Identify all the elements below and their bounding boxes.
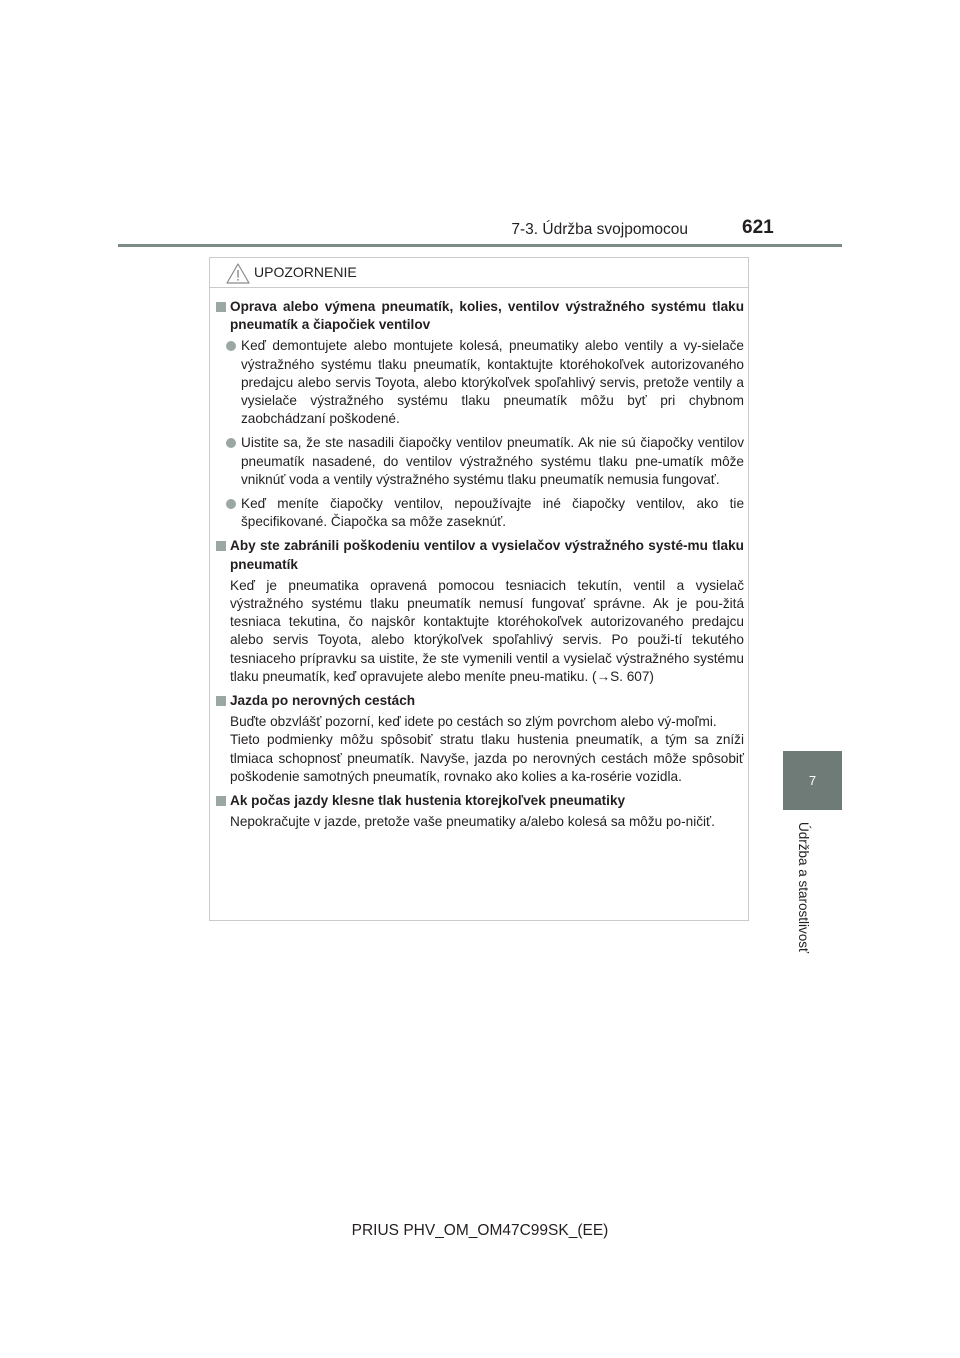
chapter-number: 7 [808,773,817,788]
warning-section [216,298,744,531]
document-code: PRIUS PHV_OM_OM47C99SK_(EE) [351,1222,609,1239]
header-divider [118,244,842,247]
warning-header [210,258,748,288]
page-number: 621 [742,217,774,238]
warning-title: UPOZORNENIE [254,264,357,280]
square-bullet-icon [216,696,226,706]
section-heading: Jazda po nerovných cestách [216,692,744,710]
section-heading: Aby ste zabránili poškodeniu ventilov a vysielačov výstražného systé-mu tlaku pneumatík [216,537,744,573]
list-item: Keď demontujete alebo montujete kolesá, pneumatiky alebo ventily a vy-sielače výstražného systému tlaku pneumatík, kontaktujte ktoréhokoľvek autorizovaného predajcu alebo servis Toyota, alebo ktorýkoľvek spoľahlivý servis, pretože ventily a vysielače výstražného systému tlaku pneumatík môžu byť pri chybnom zaobchádzaní poškodené. [216,337,744,428]
square-bullet-icon [216,302,226,312]
section-title: 7-3. Údržba svojpomocou [511,221,688,238]
section-paragraph: Nepokračujte v jazde, pretože vaše pneumatiky a/alebo kolesá sa môžu po-ničiť. [230,814,715,830]
round-bullet-icon [226,438,236,448]
section-paragraph: Keď je pneumatika opravená pomocou tesniacich tekutín, ventil a vysielač výstražného systému tlaku pneumatík nemusí fungovať správne. Ak je pou-žitá tesniaca tekutina, čo najskôr kontaktujte ktoréhokoľvek autorizovaného predajcu alebo servis Toyota, alebo ktorýkoľvek spoľahlivý servis. Po použi-tí tekutého tesniaceho prípravku sa uistite, že ste vymenili ventil a vysielač výstražného systému tlaku pneumatík, keď opravujete alebo meníte pneu-matiku. (→S. 607) [230,577,744,684]
warning-body [216,298,744,837]
section-paragraph: Buďte obzvlášť pozorní, keď idete po cestách so zlým povrchom alebo vý-moľmi. [230,714,717,730]
section-heading: Oprava alebo výmena pneumatík, kolies, ventilov výstražného systému tlaku pneumatík a čiapočiek ventilov [216,298,744,334]
warning-box [209,257,749,921]
warning-section [216,537,744,686]
round-bullet-icon [226,341,236,351]
section-paragraph: Tieto podmienky môžu spôsobiť stratu tlaku hustenia pneumatík, a tým sa zníži tlmiaca schopnosť pneumatík. Navyše, jazda po nerovných cestách môže spôsobiť poškodenie samotných pneumatík, rovnako ako kolies a ka-rosérie vozidla. [230,732,744,784]
square-bullet-icon [216,796,226,806]
list-item: Keď meníte čiapočky ventilov, nepoužívajte iné čiapočky ventilov, ako tie špecifikované. Čiapočka sa môže zaseknúť. [216,495,744,531]
round-bullet-icon [226,499,236,509]
warning-triangle-icon [226,263,250,284]
list-item: Uistite sa, že ste nasadili čiapočky ventilov pneumatík. Ak nie sú čiapočky ventilov pneumatík nasadené, do ventilov výstražného systému tlaku pne-umatík môže vniknúť voda a ventily výstražného systému tlaku pneumatík nemusia fungovať. [216,434,744,489]
square-bullet-icon [216,541,226,551]
warning-section [216,692,744,786]
chapter-title: Údržba a starostlivosť [796,822,811,954]
warning-section [216,792,744,831]
section-heading: Ak počas jazdy klesne tlak hustenia ktorejkoľvek pneumatiky [216,792,744,810]
chapter-tab [783,751,842,810]
